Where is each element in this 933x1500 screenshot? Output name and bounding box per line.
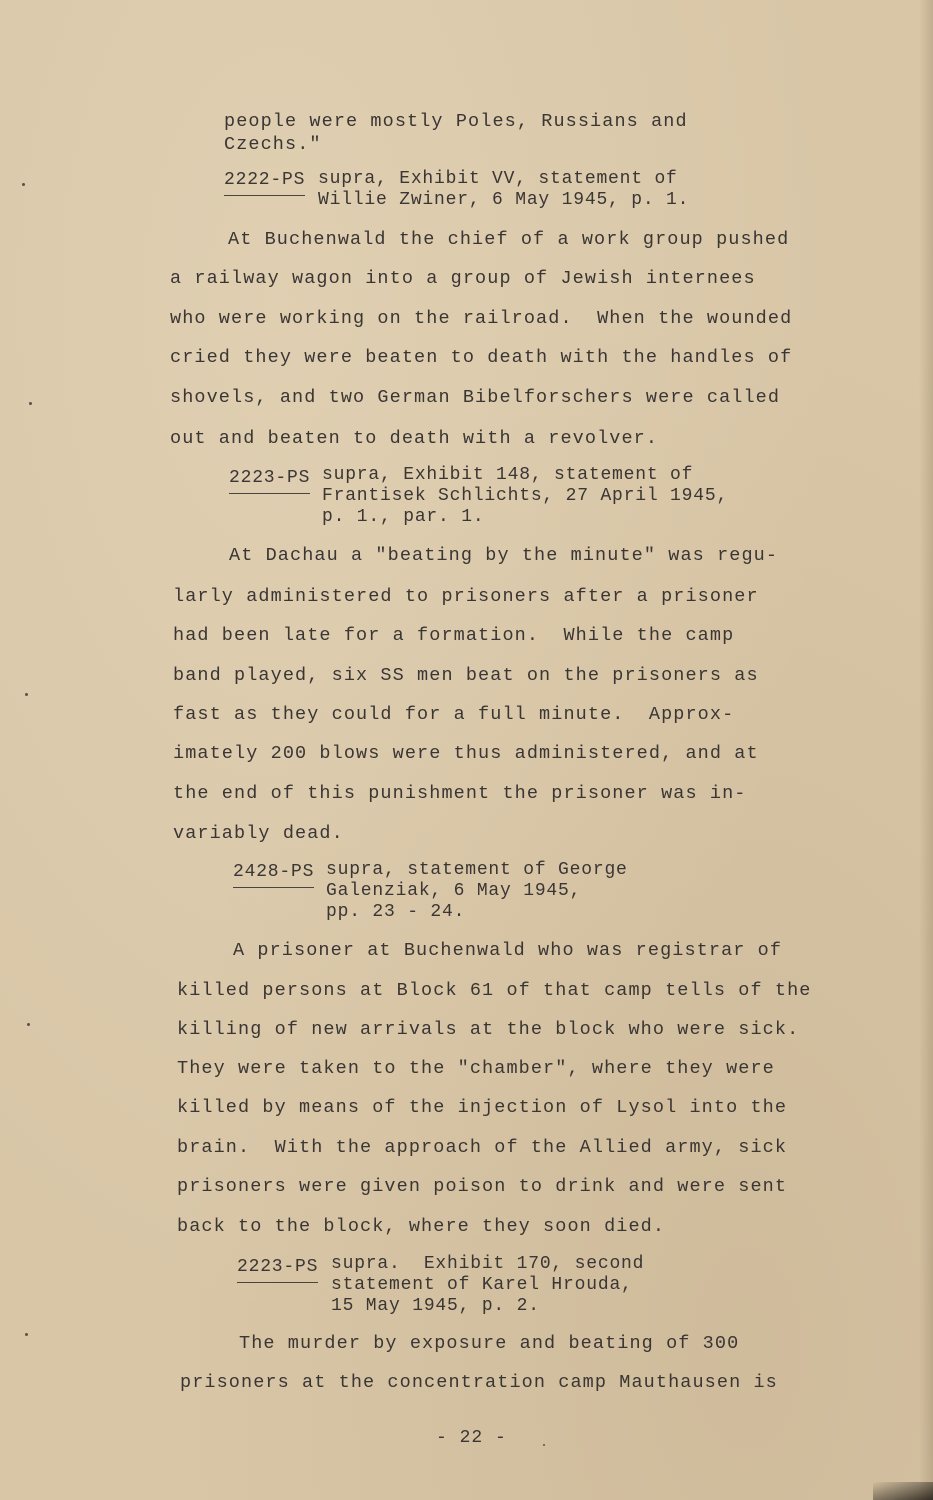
paragraph-line: prisoners were given poison to drink and were sent xyxy=(177,1176,788,1197)
paragraph-line: back to the block, where they soon died. xyxy=(177,1216,666,1237)
paragraph-line: variably dead. xyxy=(173,823,344,844)
paragraph-line: killing of new arrivals at the block who were sick. xyxy=(177,1019,800,1040)
citation-line: supra. Exhibit 170, second xyxy=(331,1254,645,1274)
paragraph-line: had been late for a formation. While the camp xyxy=(173,625,735,646)
citation-line: p. 1., par. 1. xyxy=(322,507,485,527)
paragraph-line: The murder by exposure and beating of 300 xyxy=(239,1333,740,1354)
scan-speck xyxy=(25,693,28,696)
paper-edge xyxy=(919,0,933,1500)
paragraph-line: cried they were beaten to death with the handles of xyxy=(170,347,793,368)
scan-corner-shadow xyxy=(873,1482,933,1500)
page-number: - 22 - xyxy=(436,1428,507,1448)
paragraph-line: the end of this punishment the prisoner was in- xyxy=(173,783,747,804)
citation-id: 2223-PS xyxy=(229,468,310,492)
paragraph-line: A prisoner at Buchenwald who was registrar of xyxy=(233,940,783,961)
paragraph-line: imately 200 blows were thus administered, and at xyxy=(173,743,759,764)
paragraph-line: At Buchenwald the chief of a work group pushed xyxy=(228,229,790,250)
paragraph-line: fast as they could for a full minute. Approx- xyxy=(173,704,735,725)
citation-line: Frantisek Schlichts, 27 April 1945, xyxy=(322,486,729,506)
paragraph-line: a railway wagon into a group of Jewish internees xyxy=(170,268,756,289)
paragraph-line: They were taken to the "chamber", where they were xyxy=(177,1058,775,1079)
paragraph-line: who were working on the railroad. When the wounded xyxy=(170,308,793,329)
paragraph-line: larly administered to prisoners after a prisoner xyxy=(173,586,759,607)
paragraph-line: shovels, and two German Bibelforschers were called xyxy=(170,387,781,408)
scan-speck xyxy=(27,1023,30,1026)
paragraph-line: prisoners at the concentration camp Mauthausen is xyxy=(180,1372,778,1393)
citation-line: 15 May 1945, p. 2. xyxy=(331,1296,540,1316)
paragraph-line: killed persons at Block 61 of that camp tells of the xyxy=(177,980,812,1001)
paragraph-line: killed by means of the injection of Lysol into the xyxy=(177,1097,788,1118)
citation-line: statement of Karel Hrouda, xyxy=(331,1275,633,1295)
citation-line: pp. 23 - 24. xyxy=(326,902,466,922)
scan-speck xyxy=(29,402,32,405)
scan-speck xyxy=(25,1333,28,1336)
paragraph-line: At Dachau a "beating by the minute" was regu- xyxy=(229,545,779,566)
quote-line: Czechs." xyxy=(224,134,322,155)
paragraph-line: brain. With the approach of the Allied army, sick xyxy=(177,1137,788,1158)
citation-line: Galenziak, 6 May 1945, xyxy=(326,881,582,901)
paragraph-line: out and beaten to death with a revolver. xyxy=(170,428,659,449)
citation-id: 2222-PS xyxy=(224,170,305,194)
citation-line: supra, Exhibit 148, statement of xyxy=(322,465,694,485)
quote-line: people were mostly Poles, Russians and xyxy=(224,111,688,132)
citation-id: 2428-PS xyxy=(233,862,314,886)
citation-line: Willie Zwiner, 6 May 1945, p. 1. xyxy=(318,190,690,210)
scan-speck xyxy=(543,1444,545,1446)
scan-speck xyxy=(22,183,25,186)
citation-line: supra, Exhibit VV, statement of xyxy=(318,169,678,189)
citation-line: supra, statement of George xyxy=(326,860,628,880)
paragraph-line: band played, six SS men beat on the prisoners as xyxy=(173,665,759,686)
citation-id: 2223-PS xyxy=(237,1257,318,1281)
